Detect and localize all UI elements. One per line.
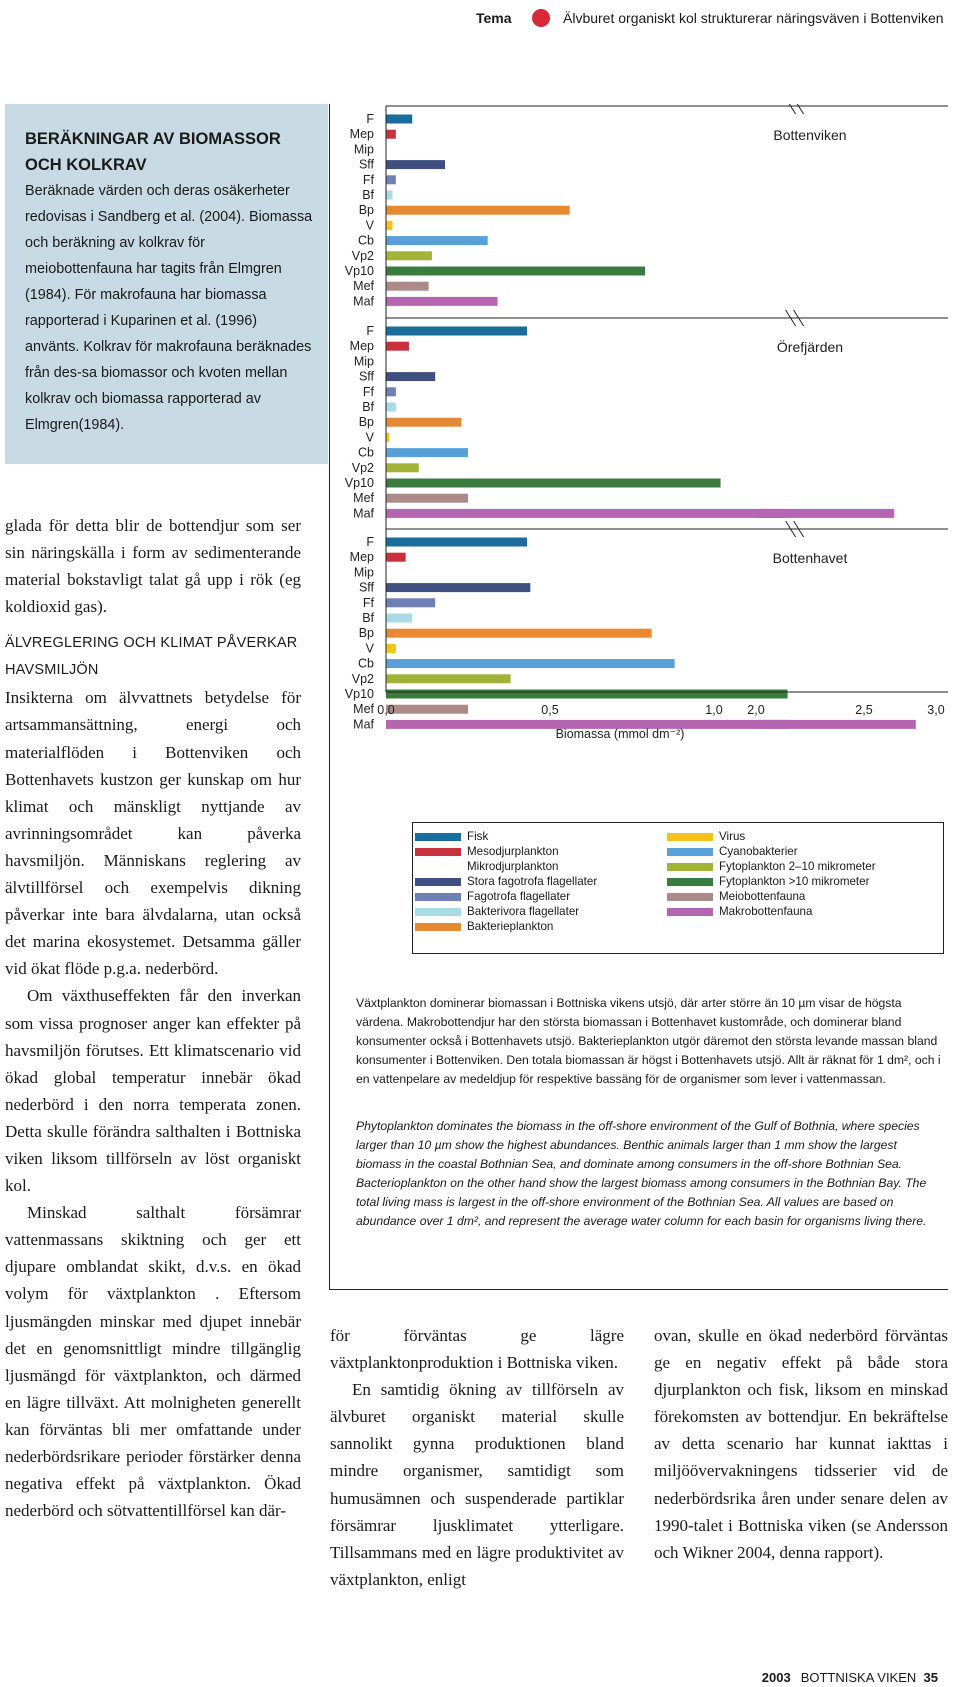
bar [386, 553, 406, 562]
bar [386, 448, 468, 457]
category-label: V [365, 641, 374, 656]
legend-swatch [415, 923, 461, 931]
bar [386, 387, 396, 396]
legend-item [667, 829, 745, 844]
biomass-figure [330, 104, 948, 1290]
bar [386, 403, 396, 412]
category-label: Vp2 [351, 248, 374, 263]
bar [386, 160, 445, 169]
bar [386, 463, 419, 472]
chart-legend [412, 822, 944, 954]
bar-continuation [758, 720, 916, 729]
category-label: F [366, 535, 374, 549]
legend-item [415, 919, 553, 934]
body-paragraph: för förväntas ge lägre växtplanktonproduktion i Bottniska viken. [330, 1326, 624, 1373]
category-label: Mep [349, 127, 374, 142]
middle-column [330, 1322, 624, 1593]
body-paragraph: glada för detta blir de bottendjur som ser sin näringskälla i form av sedimenterande material bokstavligt talat gå upp i rök (eg koldioxid gas). [5, 516, 301, 617]
bar [386, 659, 675, 668]
bar [386, 479, 721, 488]
bar [386, 509, 788, 518]
running-title: Älvburet organiskt kol strukturerar näringsväven i Bottenviken [563, 10, 944, 26]
legend-item [415, 844, 559, 859]
bar [386, 629, 652, 638]
body-paragraph: En samtidig ökning av tillförseln av älvburet organiskt material skulle sannolikt gynna produktionen bland mindre organismer, samtidigt som humusämnen och suspenderade partiklar försämrar ljusklimatet ytterligare. Tillsammans med en lägre produktivitet av växtplankton, enligt [330, 1380, 624, 1589]
bar-continuation [758, 690, 778, 699]
bar [386, 251, 432, 260]
legend-label: Mikrodjurplankton [467, 860, 559, 873]
category-label: Bp [358, 626, 374, 641]
x-axis-label: Biomassa (mmol dm⁻²) [555, 727, 685, 741]
category-label: Cb [358, 445, 374, 460]
legend-swatch [415, 878, 461, 886]
category-label: Mip [353, 142, 374, 157]
category-label: Cb [358, 233, 374, 248]
category-label: Ff [362, 384, 374, 399]
legend-label: Fytoplankton 2–10 mikrometer [719, 860, 876, 873]
panel-title: Örefjärden [776, 339, 844, 355]
bar [386, 130, 396, 139]
category-label: F [366, 112, 374, 126]
legend-item [415, 889, 570, 904]
bar [386, 674, 511, 683]
footer-year: 2003 [761, 1670, 791, 1685]
x-tick-label: 0,0 [377, 703, 395, 717]
legend-item [415, 904, 579, 919]
x-tick-label: 2,0 [747, 703, 765, 717]
bar [386, 267, 645, 276]
category-label: Bf [362, 611, 374, 625]
category-label: Mip [353, 354, 374, 369]
category-label: Mep [349, 550, 374, 565]
legend-item [667, 859, 876, 874]
legend-label: Stora fagotrofa flagellater [467, 875, 598, 888]
bar [386, 282, 429, 291]
bar [386, 191, 393, 200]
right-column [654, 1322, 948, 1566]
x-tick-label: 3,0 [927, 703, 945, 717]
fact-box-title: BERÄKNINGAR AV BIOMASSOR OCH KOLKRAV [25, 130, 281, 174]
legend-swatch [667, 893, 713, 901]
legend-swatch [415, 833, 461, 841]
legend-label: Cyanobakterier [719, 845, 798, 858]
x-tick-label: 0,5 [541, 703, 559, 717]
category-label: Sff [358, 157, 374, 172]
category-label: Maf [353, 294, 374, 309]
category-label: Mep [349, 339, 374, 354]
left-column [5, 512, 301, 1524]
category-label: Maf [353, 506, 374, 521]
biomass-bar-chart [330, 104, 948, 804]
legend-label: Virus [719, 830, 746, 843]
category-label: F [366, 324, 374, 338]
body-paragraph: Minskad salthalt försämrar vattenmassans skiktning och ger ett djupare omblandat skikt, d.v.s. en ökad volym för växtplankton . Eftersom ljusmängden minskar med djupet innebär det en genomsnittligt mindre tillgänglig ljusmängd för växtplankton, och därmed en lägre tillväxt. Att molnigheten generellt kan förväntas bli mer omfattande under nederbördsrikare perioder förstärker denna negativa effekt på växtplankton. Ökad nederbörd och sötvattentillförsel kan där- [5, 1203, 301, 1521]
legend-swatch [415, 893, 461, 901]
bar [386, 221, 393, 230]
category-label: Vp10 [344, 687, 374, 701]
legend-swatch [667, 878, 713, 886]
category-label: Sff [358, 580, 374, 595]
legend-swatch [667, 908, 713, 916]
legend-swatch [415, 863, 461, 871]
bar [386, 598, 435, 607]
category-label: Mip [353, 565, 374, 580]
category-label: Ff [362, 595, 374, 610]
category-label: Ff [362, 172, 374, 187]
panel-title: Bottenhavet [772, 550, 848, 566]
category-label: Vp2 [351, 671, 374, 686]
legend-label: Fagotrofa flagellater [467, 890, 571, 903]
legend-swatch [667, 848, 713, 856]
caption-english: Phytoplankton dominates the biomass in the off-shore environment of the Gulf of Bothnia, where species larger than 10 µm show the highest abundances. Benthic animals larger than 1 mm show the largest biomass in the coastal Bothnian Sea, and dominate among consumers in the off-shore Bothnian Sea. Bacterioplankton on the other hand show the largest biomass among consumers in the Bothnian Bay. The total living mass is largest in the off-shore environment of the Bothnian Sea. All values are based on abundance over 1 dm², and represent the average water column for each basin for organisms living there. [356, 1119, 927, 1228]
bar [386, 342, 409, 351]
section-heading: ÄLVREGLERING OCH KLIMAT PÅVERKAR HAVSMILJÖN [5, 635, 298, 679]
legend-label: Fytoplankton >10 mikrometer [719, 875, 870, 888]
legend-label: Fisk [467, 830, 489, 843]
fact-box [5, 104, 328, 464]
category-label: V [365, 218, 374, 233]
page-footer [762, 1670, 948, 1685]
bar [386, 372, 435, 381]
bar [386, 690, 788, 699]
legend-item [667, 844, 798, 859]
category-label: Bf [362, 400, 374, 414]
legend-item [667, 889, 805, 904]
bar [386, 206, 570, 215]
category-label: Vp10 [344, 476, 374, 490]
bar-continuation [758, 509, 894, 518]
category-label: Cb [358, 656, 374, 671]
bar [386, 327, 527, 336]
legend-item [415, 859, 559, 874]
fact-box-body: Beräknade värden och deras osäkerheter redovisas i Sandberg et al. (2004). Biomassa och beräkning av kolkrav för meiobottenfauna har tagits från Elmgren (1984). För makrofauna har biomassa rapporterad i Kuparinen et al. (1996) använts. Kolkrav för makrofauna beräknades från des-sa biomassor och kvoten mellan kolkrav och biomassa rapporterad av Elmgren(1984). [25, 183, 313, 433]
x-tick-label: 1,0 [705, 703, 723, 717]
bar [386, 538, 527, 547]
bar [386, 115, 412, 124]
legend-item [415, 874, 597, 889]
legend-swatch [415, 848, 461, 856]
page-header [0, 8, 948, 32]
footer-publication: BOTTNISKA VIKEN [800, 1670, 917, 1685]
category-label: Mef [353, 491, 374, 506]
category-label: Bp [358, 415, 374, 430]
x-tick-label: 2,5 [855, 703, 873, 717]
category-label: Maf [353, 717, 374, 732]
category-label: Vp2 [351, 460, 374, 475]
body-paragraph: Insikterna om älvvattnets betydelse för artsammansättning, energi och materialflöden i Bottenviken och Bottenhavets kustzon ger kunskap om hur klimat och mänskligt nyttjande av avrinningsområdet kan påverka havsmiljön. Människans reglering av älvtillförsel och exempelvis dikning påverkar inte bara älvdalarna, utan också det marina ekosystemet. Detsamma gäller vid ökat flöde p.g.a. nederbörd. [5, 688, 301, 979]
category-label: Mef [353, 702, 374, 717]
body-paragraph: Om växthuseffekten får den inverkan som vissa prognoser anger kan effekter på havsmiljön förutses. Ett klimatscenario vid ökad global temperatur innebär ökad nederbörd i den norra temperata zonen. Detta skulle förändra salthalten i Bottniska viken liksom tillförseln av löst organiskt kol. [5, 986, 301, 1196]
bar [386, 175, 396, 184]
legend-label: Makrobottenfauna [719, 905, 813, 918]
figure-bottom-rule [329, 1289, 948, 1290]
page-number: 35 [923, 1670, 938, 1685]
section-label: Tema [476, 10, 512, 26]
legend-label: Bakterivora flagellater [467, 905, 580, 918]
legend-item [667, 904, 812, 919]
category-label: Sff [358, 369, 374, 384]
red-dot-icon [532, 9, 550, 27]
bar [386, 614, 412, 623]
bar [386, 583, 530, 592]
bar [386, 418, 461, 427]
caption-swedish: Växtplankton dominerar biomassan i Bottniska vikens utsjö, där arter större än 10 µm visar de högsta värdena. Makrobottendjur har den största biomassan i Bottenhavet kustområde, och dominerar bland konsumenter också i Bottenhavets utsjö. Bakterieplankton utgör däremot den största levande massan bland konsumenter i Bottenviken. Den totala biomassan är högst i Bottenhavets utsjö. Allt är räknat för 1 dm², och i en vattenpelare av medeldjup för respektive bassäng för de organismer som lever i vattenmassan. [356, 996, 941, 1086]
category-label: Vp10 [344, 264, 374, 278]
bar [386, 297, 498, 306]
category-label: Bp [358, 203, 374, 218]
category-label: Mef [353, 279, 374, 294]
legend-item [415, 829, 488, 844]
legend-label: Meiobottenfauna [719, 890, 806, 903]
bar [386, 236, 488, 245]
body-paragraph: ovan, skulle en ökad nederbörd förväntas ge en negativ effekt på både stora djurplankton och fisk, liksom en minskad förekomsten av bottendjur. En bekräftelse av detta scenario har kunnat iakttas i miljöövervakningens tidsserier vid de nederbördsrika åren under senare delen av 1990-talet i Bottniska viken (se Andersson och Wikner 2004, denna rapport). [654, 1326, 948, 1562]
category-label: V [365, 430, 374, 445]
legend-label: Mesodjurplankton [467, 845, 559, 858]
legend-swatch [667, 833, 713, 841]
legend-label: Bakterieplankton [467, 920, 554, 933]
legend-swatch [415, 908, 461, 916]
panel-title: Bottenviken [773, 127, 847, 143]
bar [386, 644, 396, 653]
bar [386, 494, 468, 503]
legend-swatch [667, 863, 713, 871]
bar [386, 705, 468, 714]
legend-item [667, 874, 869, 889]
category-label: Bf [362, 188, 374, 202]
